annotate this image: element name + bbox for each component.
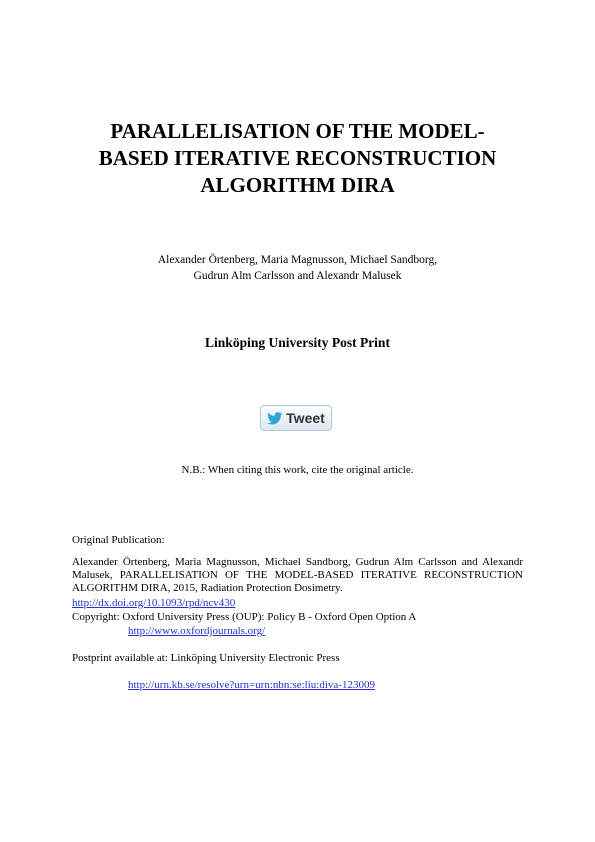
original-publication-label: Original Publication: xyxy=(72,534,165,546)
post-print-heading: Linköping University Post Print xyxy=(205,335,390,350)
copyright-text: Copyright: Oxford University Press (OUP): Policy B - Oxford Open Option A xyxy=(72,611,417,623)
urn-link[interactable]: http://urn.kb.se/resolve?urn=urn:nbn:se:liu:diva-123009 xyxy=(128,679,375,691)
doi-link[interactable]: http://dx.doi.org/10.1093/rpd/ncv430 xyxy=(72,597,236,609)
twitter-bird-icon xyxy=(267,412,283,425)
title-line-1: PARALLELISATION OF THE MODEL- xyxy=(110,119,485,143)
tweet-button[interactable] xyxy=(260,405,332,431)
publisher-link[interactable]: http://www.oxfordjournals.org/ xyxy=(128,625,266,637)
author-list xyxy=(60,252,535,284)
postprint-available-text: Postprint available at: Linköping University Electronic Press xyxy=(72,652,340,664)
title-line-3: ALGORITHM DIRA xyxy=(200,173,395,197)
document-title xyxy=(60,118,535,199)
tweet-label: Tweet xyxy=(286,410,325,426)
citation-note: N.B.: When citing this work, cite the original article. xyxy=(181,464,414,476)
citation-text: Alexander Örtenberg, Maria Magnusson, Michael Sandborg, Gudrun Alm Carlsson and Alexandr Malusek, PARALLELISATION OF THE MODEL-BASED ITERATIVE RECONSTRUCTION ALGORITHM DIRA, 2015, Radiation Protection Dosimetry. xyxy=(72,556,523,594)
authors-line-1: Alexander Örtenberg, Maria Magnusson, Michael Sandborg, xyxy=(157,254,438,266)
authors-line-2: Gudrun Alm Carlsson and Alexandr Malusek xyxy=(193,270,402,282)
title-line-2: BASED ITERATIVE RECONSTRUCTION xyxy=(98,146,497,170)
